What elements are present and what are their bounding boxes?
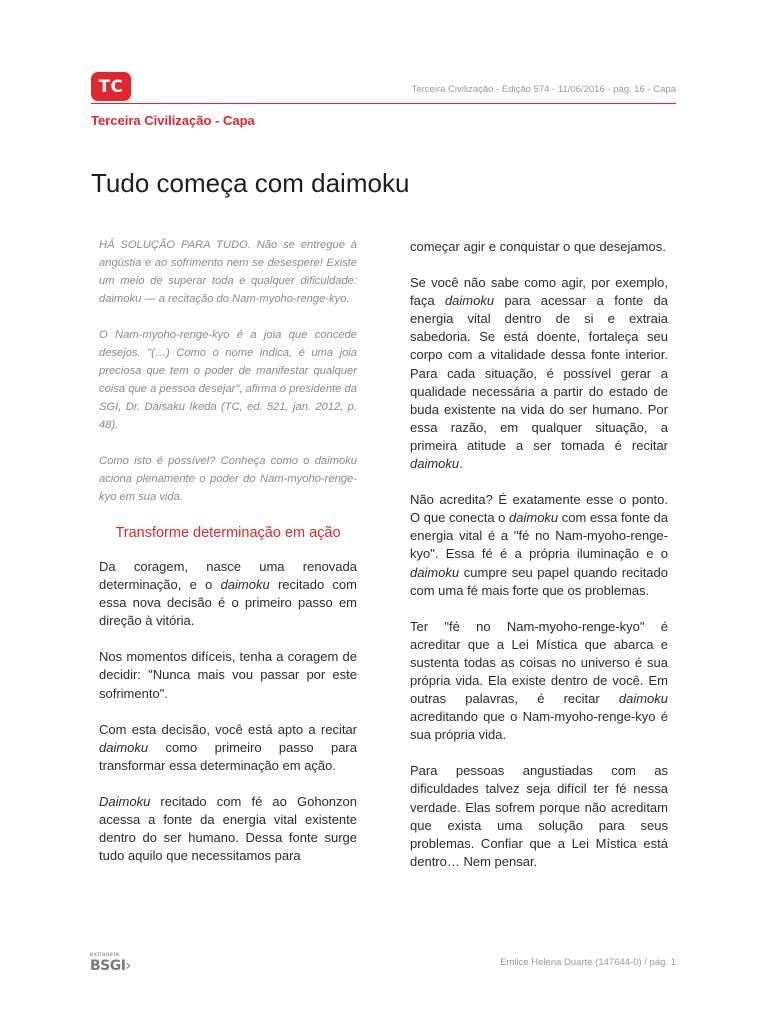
right-column xyxy=(410,238,668,889)
body-paragraph: Não acredita? É exatamente esse o ponto. O que conecta o daimoku com essa fonte da energia vital é a "fé no Nam-myoho-renge-kyo". Essa fé é a própria iluminação e o daimoku cumpre seu papel quando recitado com uma fé mais forte que os problemas. xyxy=(410,492,668,598)
body-paragraph: Para pessoas angustiadas com as dificuldades talvez seja difícil ter fé nessa verdade. Elas sofrem porque não acreditam que exista uma solução para seus problemas. Confiar que a Lei Mística está dentro… Nem pensar. xyxy=(410,763,668,869)
section-label: Terceira Civilização - Capa xyxy=(91,113,255,128)
body-paragraph: começar agir e conquistar o que desejamos. xyxy=(410,239,666,254)
body-paragraph: Da coragem, nasce uma renovada determinação, e o daimoku recitado com essa nova decisão é o primeiro passo em direção à vitória. xyxy=(99,559,357,629)
bsgi-logo xyxy=(90,952,150,978)
body-paragraph: Nos momentos difíceis, tenha a coragem de decidir: "Nunca mais vou passar por este sofrimento". xyxy=(99,649,357,701)
left-column xyxy=(99,236,357,883)
body-paragraph: Com esta decisão, você está apto a recitar daimoku como primeiro passo para transformar essa determinação em ação. xyxy=(99,721,357,773)
body-paragraph: Daimoku recitado com fé ao Gohonzon acessa a fonte da energia vital existente dentro do ser humano. Dessa fonte surge tudo aquilo que necessitamos para xyxy=(99,793,357,864)
intro-paragraph: HÁ SOLUÇÃO PARA TUDO. Não se entregue à angústia e ao sofrimento nem se desespere! Existe um meio de superar toda e qualquer dificuldade: daimoku — a recitação do Nam-myoho-renge-kyo. xyxy=(99,239,357,305)
chevron-right-icon: › xyxy=(125,958,131,974)
bsgi-logo-text: BSGI› xyxy=(90,958,131,974)
body-paragraph: Ter "fé no Nam-myoho-renge-kyo" é acreditar que a Lei Mística que abarca e sustenta todas as coisas no universo é sua própria vida. Ela existe dentro de você. Em outras palavras, é recitar daimoku acreditando que o Nam-myoho-renge-kyo é sua própria vida. xyxy=(410,618,668,743)
intro-paragraph: O Nam-myoho-renge-kyo é a joia que concede desejos. "(…) Como o nome indica, é uma joia preciosa que tem o poder de manifestar qualquer coisa que a pessoa desejar", afirma o presidente da SGI, Dr. Daisaku Ikeda (TC, ed. 521, jan. 2012, p. 48). xyxy=(99,329,357,431)
tc-logo: TC xyxy=(91,72,131,101)
article-title: Tudo começa com daimoku xyxy=(91,168,410,198)
intro-paragraph: Como isto é possível? Conheça como o daimoku aciona plenamente o poder do Nam-myoho-renge-kyo em sua vida. xyxy=(99,455,357,503)
bsgi-logo-small-text: extranete xyxy=(90,952,120,958)
header-divider xyxy=(91,103,676,104)
header-edition-info: Terceira Civilização - Edição 574 - 11/06/2016 - pág. 16 - Capa xyxy=(411,84,676,95)
body-paragraph: Se você não sabe como agir, por exemplo, faça daimoku para acessar a fonte da energia vital dentro de si e extraia sabedoria. Se está doente, fortaleça seu corpo com a vitalidade dessa fonte interior. Para cada situação, é possível gerar a qualidade necessária a partir do estado de buda existente na vida do ser humano. Por essa razão, em qualquer situação, a primeira atitude a ser tomada é recitar daimoku. xyxy=(410,275,669,472)
footer-user-page: Emilce Helena Duarte (147644-0) / pág. 1 xyxy=(500,957,676,968)
subheading: Transforme determinação em ação xyxy=(115,525,341,541)
